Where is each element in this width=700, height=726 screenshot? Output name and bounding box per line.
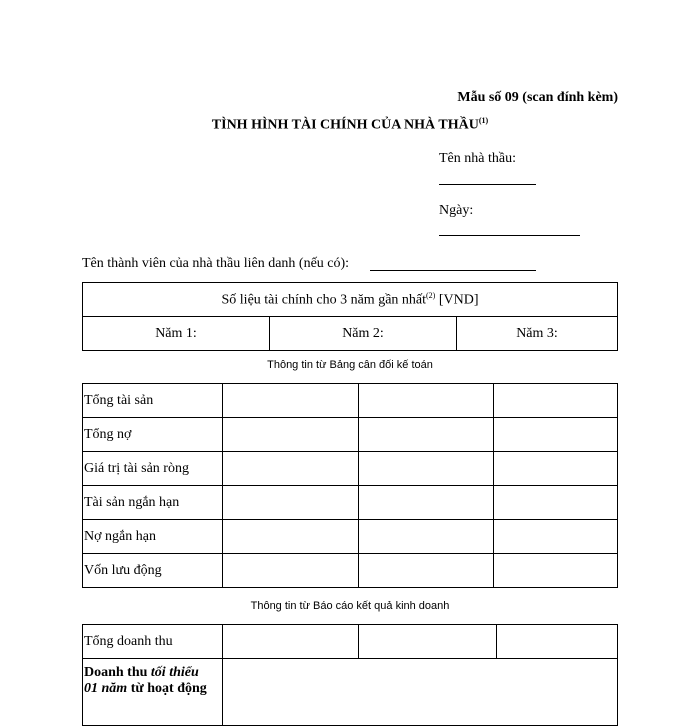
year-1-header: Năm 1: [83,317,270,351]
min-revenue-label [83,659,223,726]
row-label: Tổng nợ [83,418,223,452]
financial-header-text: Số liệu tài chính cho 3 năm gần nhất [221,292,427,308]
value-cell[interactable] [223,452,359,486]
table-row [83,452,618,486]
row-label: Tổng tài sản [83,384,223,418]
value-cell[interactable] [223,554,359,588]
value-cell[interactable] [223,384,359,418]
value-cell[interactable] [494,384,618,418]
value-cell[interactable] [494,554,618,588]
value-cell[interactable] [359,384,494,418]
value-cell[interactable] [494,520,618,554]
balance-sheet-table [82,383,618,588]
income-statement-caption: Thông tin từ Báo cáo kết quả kinh doanh [250,600,450,612]
row-label: Nợ ngắn hạn [83,520,223,554]
joint-venture-label: Tên thành viên của nhà thầu liên danh (nếu có): [82,256,350,271]
value-cell[interactable] [359,486,494,520]
document-title-text: TÌNH HÌNH TÀI CHÍNH CỦA NHÀ THẦU [211,117,479,133]
contractor-name-blank[interactable] [439,184,536,185]
value-cell[interactable] [223,418,359,452]
row-label: Vốn lưu động [83,554,223,588]
income-statement-table [82,624,618,726]
table-row [83,418,618,452]
row-label: Giá trị tài sản ròng [83,452,223,486]
value-cell[interactable] [223,520,359,554]
value-cell[interactable] [223,625,359,659]
value-cell[interactable] [359,625,497,659]
min-revenue-value-cell[interactable] [223,659,618,726]
financial-header-unit: [VND] [435,292,479,308]
value-cell[interactable] [223,486,359,520]
table-row [83,520,618,554]
year-2-header: Năm 2: [270,317,457,351]
value-cell[interactable] [497,625,618,659]
table-row [83,659,618,726]
table-row [83,625,618,659]
table-row [83,554,618,588]
financial-header-footnote: (2) [426,290,436,300]
value-cell[interactable] [359,418,494,452]
date-blank[interactable] [439,235,580,236]
title-footnote-marker: (1) [478,116,489,125]
value-cell[interactable] [359,554,494,588]
table-row [83,486,618,520]
value-cell[interactable] [494,418,618,452]
table-row [83,384,618,418]
min-revenue-text: Doanh thu [84,665,151,680]
balance-sheet-caption: Thông tin từ Bảng cân đối kế toán [267,359,433,371]
form-number: Mẫu số 09 (scan đính kèm) [457,90,618,105]
value-cell[interactable] [494,452,618,486]
date-label: Ngày: [439,203,474,218]
min-revenue-years: 01 năm [84,681,128,696]
min-revenue-emphasis: tối thiểu [150,665,199,680]
min-revenue-suffix: từ hoạt động [127,681,207,696]
row-label: Tổng doanh thu [83,625,223,659]
year-3-header: Năm 3: [457,317,618,351]
financial-header-table [82,282,618,351]
financial-header-cell [83,283,618,317]
value-cell[interactable] [359,520,494,554]
document-title [0,116,700,134]
value-cell[interactable] [359,452,494,486]
joint-venture-blank[interactable] [370,270,536,271]
contractor-name-label: Tên nhà thầu: [439,151,516,166]
row-label: Tài sản ngắn hạn [83,486,223,520]
value-cell[interactable] [494,486,618,520]
